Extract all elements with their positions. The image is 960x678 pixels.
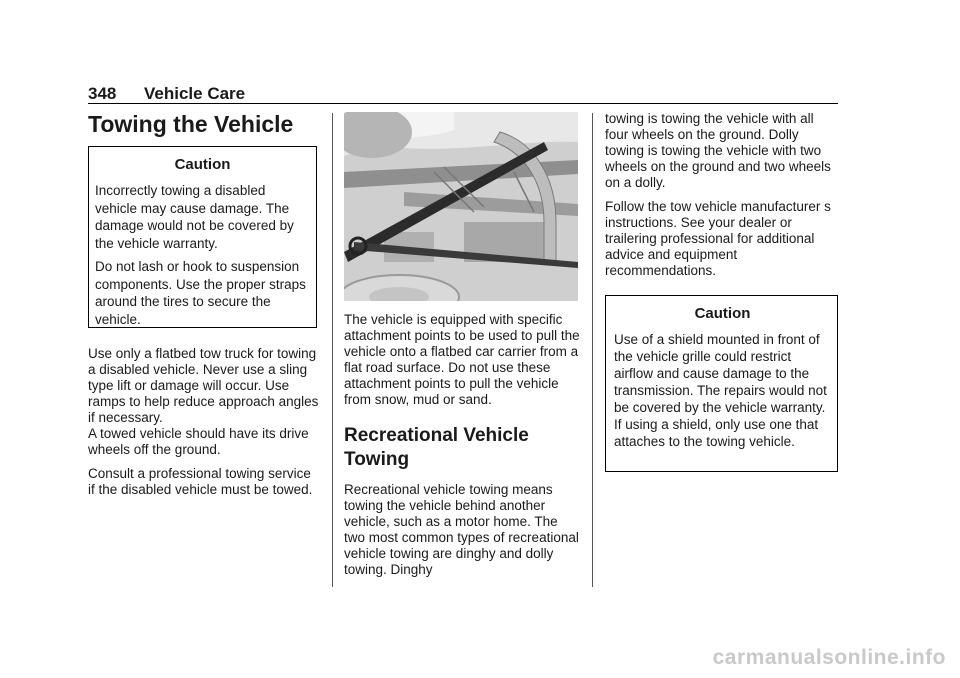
body-paragraph: Use only a flatbed tow truck for towing a disabled vehicle. Never use a sling type lift or damage will occur. Use ramps to help reduce approach angles if necessary. [88,346,319,425]
body-paragraph: Recreational vehicle towing means towing the vehicle behind another vehicle, such as a motor home. The two most common types of recreational vehicle towing are dinghy and dolly towing. Dinghy [344,482,579,577]
column-1 [88,111,320,498]
caution-box-2 [605,295,838,472]
column-divider-2 [592,113,593,587]
page-number: 348 [88,84,117,103]
body-paragraph: towing is towing the vehicle with all four wheels on the ground. Dolly towing is towing the vehicle with two wheels on the ground and two wheels on a dolly. [605,111,831,190]
section-heading [344,424,580,472]
section-title: Vehicle Care [144,84,246,103]
body-paragraph: The vehicle is equipped with specific attachment points to be used to pull the vehicle onto a flatbed car carrier from a flat road surface. Do not use these attachment points to pull the vehicle from snow, mud or sand. [344,312,580,407]
body-paragraph: A towed vehicle should have its drive wheels off the ground. [88,426,309,457]
page-header [88,84,245,104]
photo-illustration [344,112,578,301]
section-heading-line: Recreational Vehicle [344,425,529,446]
caution-text: Do not lash or hook to suspension components. Use the proper straps around the tires to secure the vehicle. [95,259,306,327]
section-heading-line: Towing [344,449,410,470]
body-paragraph: Consult a professional towing service if the disabled vehicle must be towed. [88,466,313,497]
tow-strap-attachment-photo [344,112,578,301]
caution-title: Caution [174,156,231,173]
column-2 [344,312,580,578]
caution-text: Use of a shield mounted in front of the vehicle grille could restrict airflow and cause damage to the transmission. The repairs would not be covered by the vehicle warranty. If using a shield, only use one that attaches to the towing vehicle. [614,332,827,449]
header-rule [88,103,838,104]
caution-box-1 [88,146,317,328]
caution-title: Caution [694,305,751,322]
body-paragraph: Follow the tow vehicle manufacturer s instructions. See your dealer or trailering professional for additional advice and equipment recommendations. [605,199,831,278]
column-3 [605,111,839,472]
page-title: Towing the Vehicle [88,111,294,137]
watermark: carmanualsonline.info [712,646,946,669]
caution-text: Incorrectly towing a disabled vehicle may cause damage. The damage would not be covered by the vehicle warranty. [95,183,294,251]
column-divider-1 [332,113,333,587]
